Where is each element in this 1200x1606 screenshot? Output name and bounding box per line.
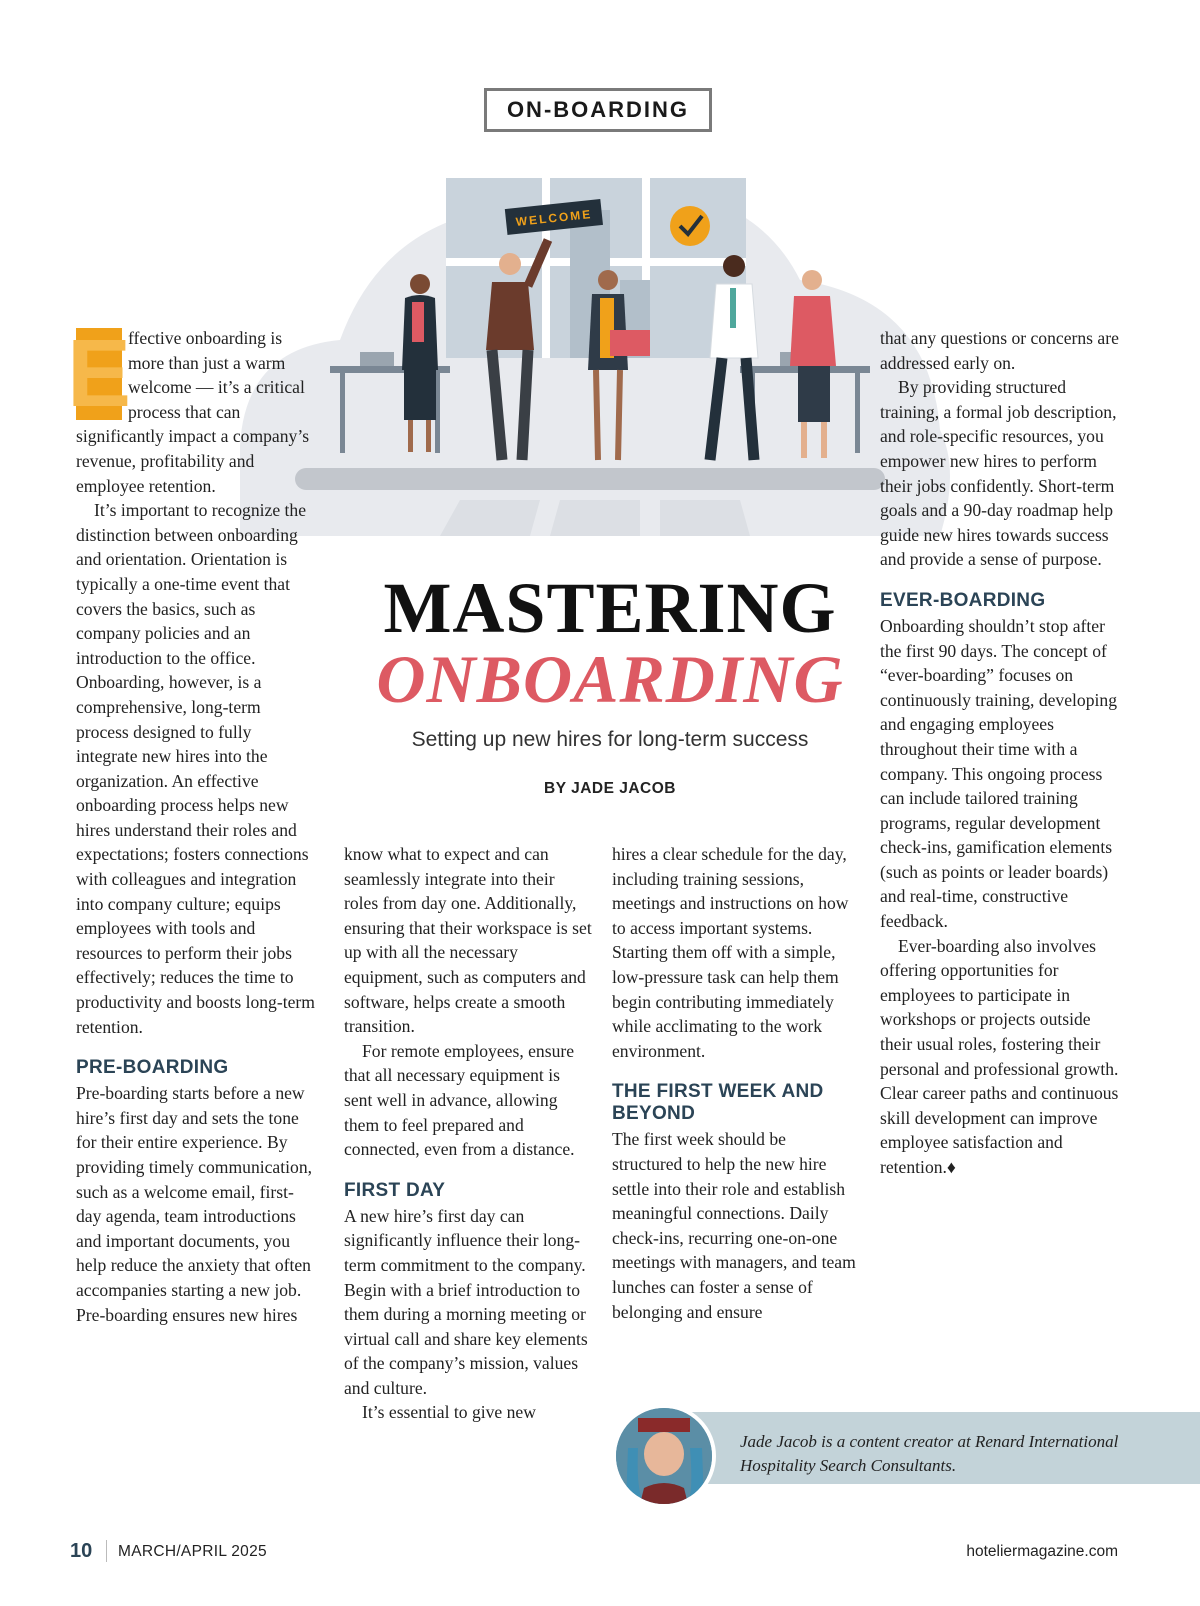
author-avatar: [612, 1404, 716, 1508]
article-column-4: [880, 326, 1124, 1180]
footer-divider: [106, 1540, 107, 1562]
firstday-paragraph-1: A new hire’s first day can significantly influence their long-term commitment to the company. Begin with a brief introduction to them during a morning meeting or virtual call and share key elements of the company’s mission, values and culture.: [344, 1205, 588, 1398]
article-column-2: [344, 842, 592, 1425]
firstweek-paragraph-2: By providing structured training, a formal job description, and role-specific resources, you empower new hires to perform their jobs confidently. Short-term goals and a 90-day roadmap help guide new hires towards success and provide a sense of purpose.: [880, 377, 1117, 570]
author-bio: Jade Jacob is a content creator at Renard International Hospitality Search Consultants.: [740, 1432, 1119, 1475]
author-avatar-icon: [616, 1408, 712, 1504]
firstweek-paragraph-1-continued: that any questions or concerns are addressed early on.: [880, 328, 1119, 373]
preboarding-paragraph-1-continued: know what to expect and can seamlessly integrate into their roles from day one. Additionally, ensuring that their workspace is set up with all the necessary equipment, such as computers and software, helps create a smooth transition.: [344, 844, 592, 1037]
drop-cap: E: [66, 320, 132, 427]
page-number: 10: [70, 1540, 93, 1562]
hero-illustration: [240, 170, 960, 550]
section-tag: ON-BOARDING: [484, 88, 712, 132]
floor-tiles: [440, 500, 750, 536]
article-column-1: [66, 320, 316, 1327]
firstday-paragraph-2: It’s essential to give new: [362, 1402, 536, 1423]
heading-ever-boarding: EVER-BOARDING: [880, 589, 1046, 611]
article-column-3: [612, 842, 860, 1324]
checkmark-badge-icon: [670, 206, 710, 246]
headline-line-2: ONBOARDING: [376, 641, 844, 717]
monitor-icon: [360, 352, 394, 366]
welcome-sign-text: WELCOME: [515, 207, 593, 229]
headline: [340, 568, 880, 717]
preboarding-paragraph-2: For remote employees, ensure that all necessary equipment is sent well in advance, allowing them to feel prepared and connected, even from a distance.: [344, 1040, 575, 1160]
firstday-paragraph-2-continued: hires a clear schedule for the day, including training sessions, meetings and instructions on how to access important systems. Starting them off with a simple, low-pressure task can help them begin contributing immediately while acclimating to the work environment.: [612, 844, 849, 1061]
intro-lead-paragraph: ffective onboarding is more than just a warm welcome — it’s a critical process that can significantly impact a company’s revenue, profitability and employee retention.: [76, 328, 310, 496]
everboarding-paragraph-1: Onboarding shouldn’t stop after the first 90 days. The concept of “ever-boarding” focuses on continuously training, developing and engaging employees throughout their time with a company. This ongoing process can include tailored training programs, regular development check-ins, gamification elements (such as points or leader boards) and real-time, constructive feedback.: [880, 615, 1117, 932]
floor-strip: [295, 468, 885, 490]
preboarding-paragraph-1: Pre-boarding starts before a new hire’s first day and sets the tone for their entire experience. By providing timely communication, such as a welcome email, first-day agenda, team introductions and important documents, you help reduce the anxiety that often accompanies starting a new job. Pre-boarding ensures new hires: [76, 1083, 313, 1325]
heading-pre-boarding: PRE-BOARDING: [76, 1057, 229, 1079]
heading-first-day: FIRST DAY: [344, 1179, 446, 1201]
website: hoteliermagazine.com: [966, 1543, 1118, 1560]
headline-line-1: MASTERING: [383, 568, 837, 648]
heading-first-week: THE FIRST WEEK AND BEYOND: [612, 1081, 824, 1125]
intro-paragraph-2: It’s important to recognize the distinction between onboarding and orientation. Orientation is typically a one-time event that covers the basics, such as company policies and an introduction to the office. Onboarding, however, is a comprehensive, long-term process designed to fully integrate new hires into the organization. An effective onboarding process helps new hires understand their roles and expectations; fosters connections with colleagues and integration into company culture; equips employees with tools and resources to perform their jobs effectively; reduces the time to productivity and boosts long-term retention.: [76, 500, 315, 1037]
everboarding-paragraph-2: Ever-boarding also involves offering opportunities for employees to participate in workshops or projects outside their usual roles, fostering their personal and professional growth. Clear career paths and continuous skill development can improve employee satisfaction and retention.♦: [880, 935, 1119, 1177]
subtitle: Setting up new hires for long-term success: [411, 728, 809, 751]
issue-date: MARCH/APRIL 2025: [118, 1543, 267, 1560]
firstweek-paragraph-1: The first week should be structured to help the new hire settle into their role and establish meaningful connections. Daily check-ins, recurring one-on-one meetings with managers, and team lunches can foster a sense of belonging and ensure: [612, 1129, 856, 1322]
byline: BY JADE JACOB: [544, 780, 676, 797]
